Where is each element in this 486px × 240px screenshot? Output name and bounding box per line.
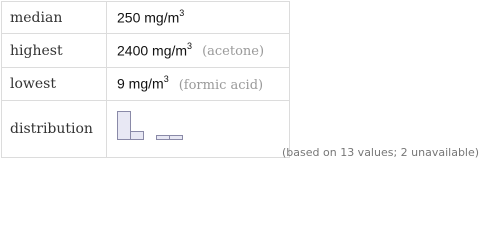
unit-exponent: 3 [163, 74, 169, 85]
row-label-median: median [2, 2, 107, 34]
distribution-histogram [117, 101, 197, 157]
histogram-bar [118, 112, 131, 140]
table-row [2, 68, 290, 101]
table-row [2, 101, 290, 158]
stats-table [1, 1, 290, 158]
value-text: 2400 mg/m [117, 42, 188, 59]
row-value-lowest [107, 68, 290, 101]
unit-exponent: 3 [187, 40, 193, 51]
table-row [2, 2, 290, 34]
unit-exponent: 3 [179, 8, 185, 19]
value-text: 9 mg/m [117, 75, 164, 92]
value-text: 250 mg/m [117, 9, 180, 26]
value-note: (formic acid) [178, 77, 264, 93]
row-value-median [107, 2, 290, 34]
histogram-bar [170, 136, 183, 140]
row-label-lowest: lowest [2, 68, 107, 101]
row-value-distribution [107, 101, 290, 158]
footnote: (based on 13 values; 2 unavailable) [282, 146, 480, 159]
value-note: (acetone) [202, 44, 265, 60]
row-label-highest: highest [2, 34, 107, 68]
histogram-bar [157, 136, 170, 140]
row-value-highest [107, 34, 290, 68]
table-row [2, 34, 290, 68]
histogram-bar [131, 132, 144, 140]
row-label-distribution: distribution [2, 101, 107, 158]
